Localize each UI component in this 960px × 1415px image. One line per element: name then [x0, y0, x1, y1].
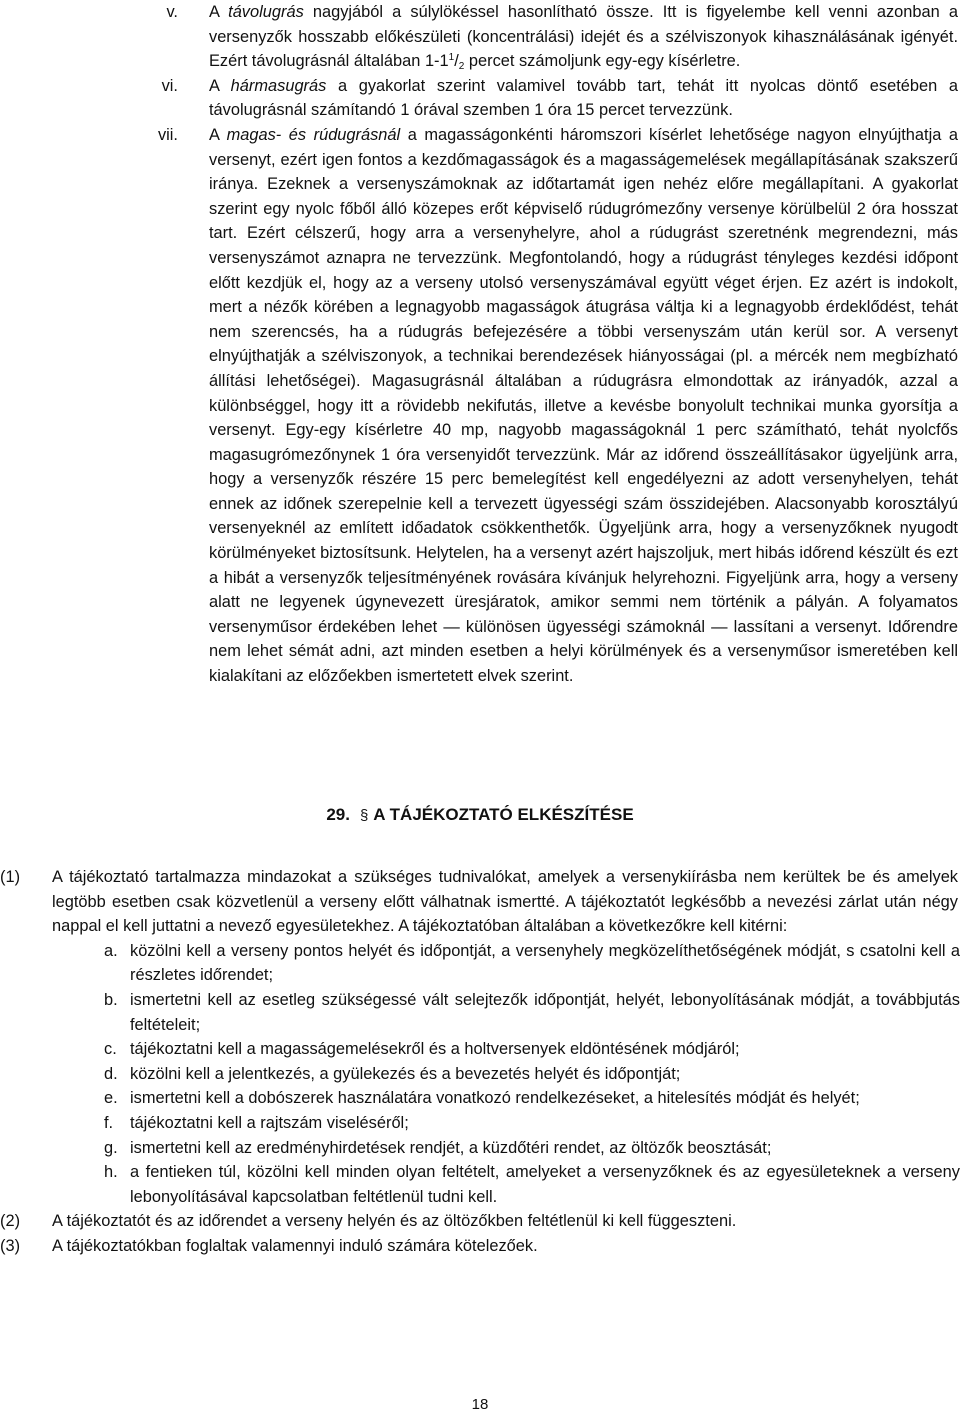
list-item-roman: [0, 123, 960, 689]
list-item-text: A magas- és rúdugrásnál a magasságonkénti háromszori kísérlet lehetősége nagyon elnyújthatja a versenyt, ezért igen fontos a kezdőmagasságok és a magasságemelések megállapításának szakszerű iránya. Ezeknek a versenyszámoknak az időtartamát igen nehéz előre megállapítani. A gyakorlat szerint egy nyolc főből álló közepes erőt képviselő rúdugrómezőny versenye körülbelül 2 óra hosszat tart. Ezért célszerű, hogy arra a versenyhelyre, ahol a rúdugrást szeretnénk megrendezni, más versenyszámot aznapra ne tervezzünk. Megfontolandó, hogy a rúdugrást tényleges kezdési időpont előtt kezdjük el, hogy az a verseny utolsó versenyszámával együtt véget érjen. Ez azért is indokolt, mert a nézők körében a legnagyobb magasságok átugrása váltja ki a legnagyobb érdeklődést, tehát nem szerencsés, ha a rúdugrás befejezésére a többi versenyszám után kerül sor. A versenyt elnyújthatják a szélviszonyok, a technikai berendezések hiányosságai (pl. a mércék nem megbízható állítási lehetőségei). Magasugrásnál általában a rúdugrásra elmondottak az irányadók, azzal a különbséggel, hogy itt a rövidebb nekifutás, illetve a kevésbe bonyolult technikai munka gyorsítja a versenyt. Egy-egy kísérletre 40 mp, nagyobb magasságoknál 1 perc számítható, tehát nyolcfős magasugrómezőnynek 1 óra versenyidőt tervezzünk. Már az időrend összeállításakor ügyeljünk arra, hogy a versenyzők részére 15 perc bemelegítést kell engedélyezni az adott versenyhelyen, tehát ennek az időnek szerepelnie kell a tervezett ügyességi szám összidejében. Alacsonyabb korosztályú versenyeknél az említett időadatok csökkenthetők. Ügyeljünk arra, hogy a versenyzőknek nyugodt körülményeket biztosítsunk. Helytelen, ha a versenyt azért hajszoljuk, mert hibás időrend készült és ezt a hibát a versenyzők teljesítményének rovására kívánjuk helyrehozni. Figyeljünk arra, hogy a verseny alatt ne legyenek úgynevezett üresjáratok, amikor semmi nem történik a pályán. A folyamatos versenyműsor érdekében lehet — különösen ügyességi számoknál — lassítani a versenyt. Időrendre nem lehet sémát adni, azt minden esetben a helyi körülmények és a versenyműsor ismeretében kell kialakítani az előzőekben ismertetett elvek szerint.: [209, 125, 958, 686]
list-item-roman: [0, 74, 960, 123]
list-marker: vi.: [161, 76, 178, 95]
list-item-lettered: [0, 1160, 960, 1209]
list-item-text: ismertetni kell az eredményhirdetések rendjét, a küzdőtéri rendet, az öltözők beosztását;: [130, 1138, 772, 1157]
list-item-text: A hármasugrás a gyakorlat szerint valamivel tovább tart, tehát itt nyolcas döntő esetében a távolugrásnál számítandó 1 órával szemben 1 óra 15 percet tervezzünk.: [209, 76, 958, 120]
list-marker: h.: [104, 1163, 118, 1182]
list-item-text: tájékoztatni kell a rajtszám viseléséről;: [130, 1113, 409, 1132]
list-marker: g.: [104, 1138, 118, 1157]
list-item-text: közölni kell a verseny pontos helyét és időpontját, a versenyhely megközelíthetőségének módját, s csatolni kell a részletes időrendet;: [130, 941, 960, 985]
list-marker: b.: [104, 990, 118, 1009]
list-marker: a.: [104, 941, 118, 960]
paragraph-marker: (2): [0, 1212, 21, 1231]
section-number: 29.: [326, 805, 350, 824]
roman-numeral-list: [0, 0, 960, 689]
paragraph-marker: (1): [0, 868, 21, 886]
emphasis-term: távolugrás: [228, 3, 304, 21]
list-item-text: tájékoztatni kell a magasságemelésekről és a holtversenyek eldöntésének módjáról;: [130, 1040, 740, 1059]
list-item-text: ismertetni kell a dobószerek használatára vonatkozó rendelkezéseket, a hitelesítés módját és helyét;: [130, 1089, 860, 1108]
list-marker: c.: [104, 1040, 117, 1059]
lettered-list: [0, 939, 960, 1210]
list-item-lettered: [0, 939, 960, 988]
list-item-lettered: [0, 1086, 960, 1111]
subscript: 2: [458, 61, 465, 73]
list-marker: vii.: [157, 125, 178, 144]
numbered-paragraph-list: [0, 865, 960, 1259]
list-item-text: a fentieken túl, közölni kell minden olyan feltételt, amelyeket a versenyzőknek és az egyesületeknek a verseny lebonyolításával kapcsolatban feltétlenül tudni kell.: [130, 1163, 960, 1206]
list-item-lettered: [0, 1111, 960, 1136]
section-heading: [0, 803, 960, 828]
list-item-text: A távolugrás nagyjából a súlylökéssel hasonlítható össze. Itt is figyelembe kell venni azonban a versenyzők hosszabb előkészületi (koncentrálási) idejét és a szélviszonyok kihasználásának igényét. Ezért távolugrásnál általában $1-1^1/_2$ percet számoljunk egy-egy kísérletre.: [209, 3, 958, 73]
list-item-lettered: [0, 1136, 960, 1161]
paragraph-text: A tájékoztatókban foglaltak valamennyi induló számára kötelezőek.: [52, 1236, 538, 1255]
list-item-lettered: [0, 1062, 960, 1087]
numbered-paragraph: [0, 865, 960, 939]
list-item-text: ismertetni kell az esetleg szükségessé vált selejtezők időpontját, helyét, lebonyolításának módját, a továbbjutás feltételeit;: [130, 990, 960, 1034]
list-item-roman: [0, 0, 960, 74]
paragraph-text: A tájékoztatót és az időrendet a verseny helyén és az öltözőkben feltétlenül ki kell függeszteni.: [52, 1212, 737, 1231]
numbered-paragraph: [0, 1234, 960, 1259]
list-marker: v.: [166, 3, 178, 21]
emphasis-term: magas- és rúdugrásnál: [226, 125, 401, 144]
list-item-text: közölni kell a jelentkezés, a gyülekezés és a bevezetés helyét és időpontját;: [130, 1064, 681, 1083]
list-item-lettered: [0, 988, 960, 1037]
superscript: 1: [448, 52, 455, 64]
paragraph-marker: (3): [0, 1236, 21, 1255]
emphasis-term: hármasugrás: [230, 76, 327, 95]
section-title: A TÁJÉKOZTATÓ ELKÉSZÍTÉSE: [373, 805, 634, 824]
section-sign-icon: §: [359, 807, 369, 824]
paragraph-text: A tájékoztató tartalmazza mindazokat a szükséges tudnivalókat, amelyek a versenykiírásba nem kerültek be és amelyek legtöbb esetben csak közvetlenül a verseny előtt válhatnak ismertté. A tájékoztatót legkésőbb a nevezési zárlat után négy nappal el kell juttatni a nevező egyesületekhez. A tájékoztatóban általában a következőkre kell kitérni:: [52, 868, 958, 936]
page-number: 18: [471, 1396, 489, 1413]
list-item-lettered: [0, 1037, 960, 1062]
numbered-paragraph: [0, 1209, 960, 1234]
list-marker: f.: [104, 1113, 114, 1132]
list-marker: d.: [104, 1064, 118, 1083]
list-marker: e.: [104, 1089, 118, 1108]
